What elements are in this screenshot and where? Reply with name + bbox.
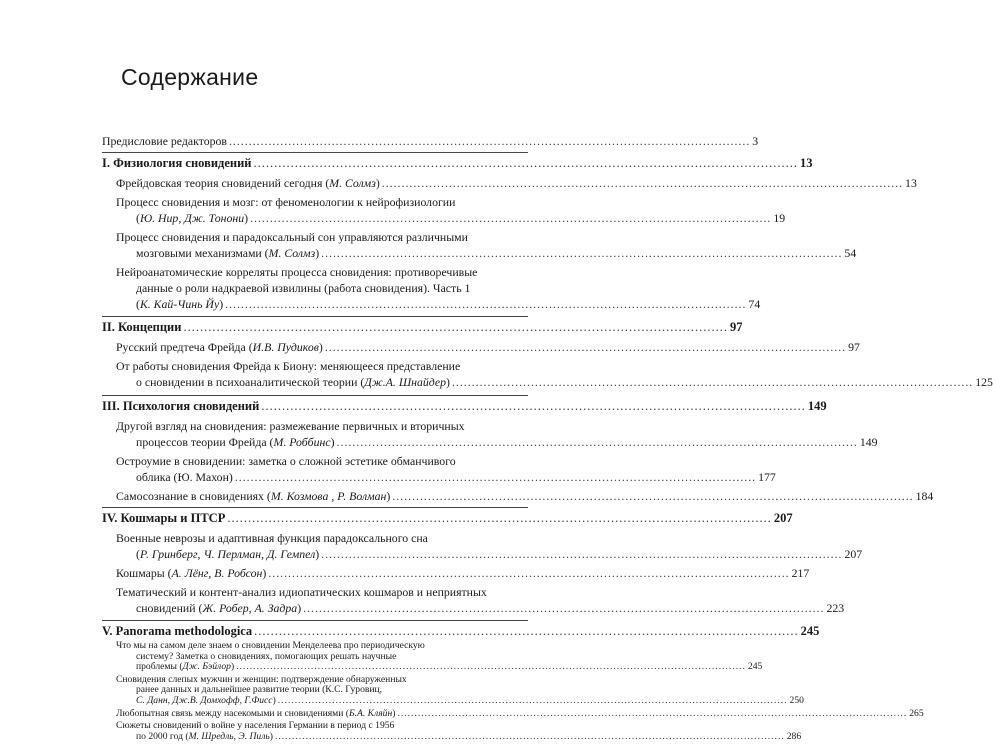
leader-dots: .................................................................................................................................... [250,211,772,225]
entry-text: мозговыми механизмами ( [136,246,269,260]
toc-entry[interactable] [102,530,863,562]
entry-text-end: ) [318,340,323,354]
entry-author: К. Кай-Чинь Йу [139,297,220,311]
section-divider [102,152,528,153]
toc-entry[interactable] [102,673,804,707]
entry-text: о сновидении в психоаналитической теории ( [136,375,365,389]
entry-author: Ю. Нир, Дж. Тонони [139,211,245,225]
toc-page-number: 245 [800,624,820,638]
entry-author: Ж. Робер, А. Задра [202,601,298,615]
entry-text: облика (Ю. Махон) [136,470,233,484]
entry-author: М. Солмз [268,246,316,260]
entry-author: Б.А. Кляйн [348,707,393,719]
toc-page-number: 97 [848,340,860,354]
section-divider [102,395,528,396]
toc-entry[interactable] [102,339,860,355]
entry-text: проблемы ( [136,661,183,673]
toc-page-number: 223 [826,601,845,615]
toc-entry[interactable] [102,194,786,226]
toc-entry[interactable] [102,584,845,616]
entry-text: систему? Заметка о сновидениях, помогающих решать научные [136,650,397,662]
page-title: Содержание [121,64,259,90]
toc-entry-preface[interactable] [102,133,759,149]
section-divider [102,620,528,621]
toc-entry[interactable] [102,175,917,191]
leader-dots: .................................................................................................................................... [392,489,914,503]
section-title: II. Концепции [102,320,182,334]
entry-text-end: ) [262,566,267,580]
entry-author: Дж.А. Шнайдер [364,375,447,389]
leader-dots: ...................................................................................................................................................... [277,694,788,706]
toc-page-number: 286 [786,730,802,742]
entry-author: М. Козмова , Р. Волман [270,489,387,503]
leader-dots: .................................................................................................................................... [254,624,799,638]
toc-page-number: 54 [844,246,857,260]
toc-entry-title: Предисловие редакторов [102,134,227,148]
leader-dots: .................................................................................................................................... [261,399,806,413]
leader-dots: .................................................................................................................................... [225,297,747,311]
entry-author: С. Данн, Дж.В. Домхофф, Г.Фисс [136,694,273,706]
entry-text: Процесс сновидения и парадоксальный сон управляются различными [116,230,468,244]
entry-text: процессов теории Фрейда ( [136,435,274,449]
toc-entry[interactable] [102,565,810,581]
toc-page-number: 97 [729,320,743,334]
toc-section-5[interactable] [102,623,820,639]
toc-entry[interactable] [102,264,761,312]
toc-entry[interactable] [102,488,934,504]
entry-text-end: ) [219,297,224,311]
section-divider [102,316,528,317]
leader-dots: .................................................................................................................................... [234,470,757,484]
entry-text: Что мы на самом деле знаем о сновидении Менделеева про периодическую [116,640,425,651]
entry-author: Дж. Бэйлор [182,661,231,673]
entry-text: сновидений ( [136,601,203,615]
entry-text: Сновидения слепых мужчин и женщин: подтверждение обнаруженных [116,673,407,685]
toc-entry[interactable] [102,453,776,485]
toc-page-number: 250 [789,694,804,706]
entry-text: ( [136,211,140,225]
entry-author: И.В. Пудиков [252,340,319,354]
toc-page-number: 184 [915,489,934,503]
entry-text: данные о роли надкраевой извилины (работа сновидения). Часть 1 [136,281,471,295]
toc-page-number: 149 [859,435,878,449]
entry-author: Р. Гринберг, Ч. Перлман, Д. Гемпел [139,547,316,561]
entry-text-end: ) [315,547,320,561]
entry-text-end: ) [330,435,335,449]
entry-author: М. Солмз [329,176,376,190]
toc-page-number: 265 [909,707,924,719]
toc-section-4[interactable] [102,510,793,526]
leader-dots: .................................................................................................................................... [321,246,843,260]
leader-dots: .................................................................................................................................... [303,601,825,615]
leader-dots: .................................................................................................................................... [336,435,858,449]
toc-page-number: 125 [975,375,993,389]
entry-text: Другой взгляд на сновидения: размежевание первичных и вторичных [116,419,465,433]
entry-text: Военные неврозы и адаптивная функция парадоксального сна [116,531,428,545]
entry-text-end: ) [269,730,273,742]
section-title: V. Panorama methodologica [102,624,253,638]
section-title: IV. Кошмары и ПТСР [102,511,226,525]
leader-dots: ...................................................................................................................................................... [274,730,785,742]
entry-text-end: ) [315,246,320,260]
toc-entry[interactable] [102,707,924,720]
toc-entry[interactable] [102,720,802,742]
entry-text: Нейроанатомические корреляты процесса сновидения: противоречивые [116,265,478,279]
entry-text: ранее данных и дальнейшее развитие теории (К.С. Гуровиц, [136,684,383,696]
toc-section-2[interactable] [102,319,743,335]
leader-dots: .................................................................................................................................... [268,566,790,580]
leader-dots: .................................................................................................................................... [381,176,904,190]
entry-text: Сюжеты сновидений о войне у населения Германии в период с 1956 [116,720,395,732]
toc-entry[interactable] [102,358,993,390]
leader-dots: .................................................................................................................................... [228,134,751,148]
entry-text-end: ) [297,601,302,615]
toc-page-number: 207 [844,547,863,561]
entry-author: А. Лёнг, В. Робсон [171,566,263,580]
entry-text: Тематический и контент-анализ идиопатических кошмаров и неприятных [116,585,487,599]
entry-text: Русский предтеча Фрейда ( [116,340,253,354]
toc-page-number: 19 [773,211,786,225]
entry-text-end: ) [375,176,380,190]
entry-text-end: ) [272,694,276,706]
entry-text: Фрейдовская теория сновидений сегодня ( [116,176,330,190]
entry-text: Любопытная связь между насекомыми и сновидениями ( [116,707,349,719]
entry-text-end: ) [392,707,396,719]
leader-dots: .................................................................................................................................... [451,375,974,389]
leader-dots: ...................................................................................................................................................... [397,707,908,719]
entry-text-end: ) [244,211,249,225]
entry-text: ( [136,297,140,311]
entry-text-end: ) [446,375,450,389]
toc-page-number: 217 [791,566,810,580]
entry-text: Остроумие в сновидении: заметка о сложной эстетике обманчивого [116,454,456,468]
entry-text: От работы сновидения Фрейда к Биону: меняющееся представление [116,359,461,373]
toc-page-number: 13 [800,156,813,170]
entry-author: М. Роббинс [273,435,331,449]
leader-dots: .................................................................................................................................... [183,320,728,334]
entry-text-end: ) [230,661,235,673]
section-title: III. Психология сновидений [102,399,260,413]
leader-dots: .................................................................................................................................... [227,511,772,525]
leader-dots: .................................................................................................................................... [324,340,847,354]
toc-page-number: 13 [905,176,917,190]
entry-text: Кошмары ( [116,566,172,580]
toc-section-3[interactable] [102,398,827,414]
toc-section-1[interactable] [102,155,813,171]
toc-entry[interactable] [102,229,857,261]
toc-page-number: 149 [807,399,827,413]
entry-text: ( [136,547,140,561]
entry-text: по 2000 год ( [136,730,189,742]
leader-dots: .................................................................................................................................... [253,156,799,170]
entry-text: Самосознание в сновидениях ( [116,489,271,503]
leader-dots: .................................................................................................................................... [321,547,843,561]
toc-page-number: 245 [747,661,763,673]
toc-page-number: 207 [773,511,793,525]
entry-text-end: ) [386,489,391,503]
entry-author: М. Шредль, Э. Пиль [188,730,270,742]
entry-text: Процесс сновидения и мозг: от феноменологии к нейрофизиологии [116,195,456,209]
toc-page-number: 3 [752,134,759,148]
section-divider [102,507,528,508]
section-title: I. Физиология сновидений [102,156,252,170]
toc-entry[interactable] [102,418,878,450]
toc-page-number: 74 [748,297,761,311]
toc-entry[interactable] [102,640,763,673]
leader-dots: ...................................................................................................................................................... [236,661,746,673]
toc-page-number: 177 [758,470,776,484]
